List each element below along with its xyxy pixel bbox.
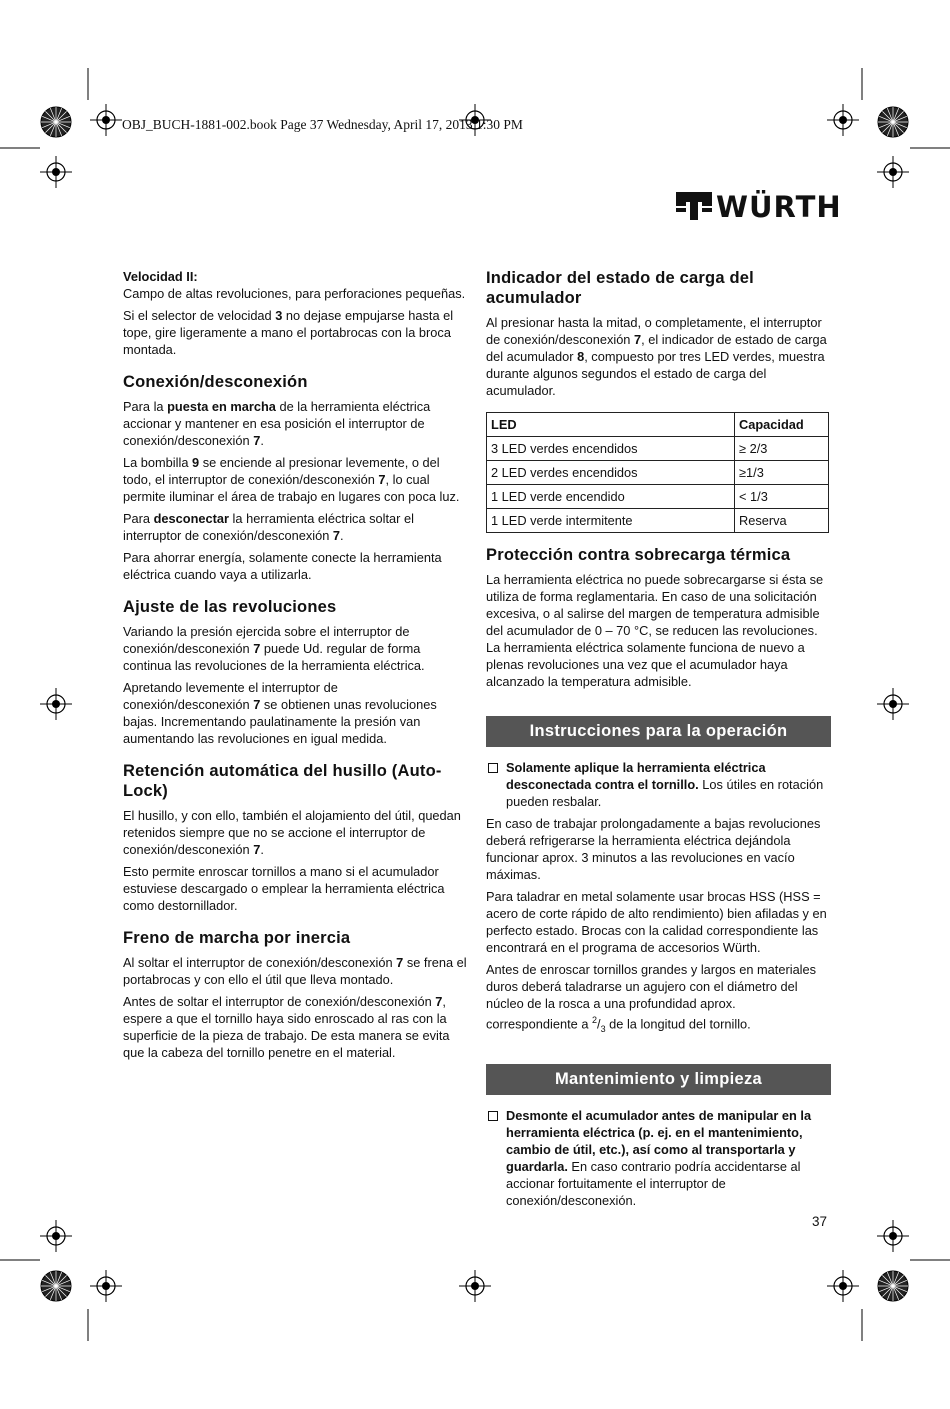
velocidad-text: Campo de altas revoluciones, para perforaciones pequeñas. [123,286,466,301]
ajuste-heading: Ajuste de las revoluciones [123,598,337,616]
proteccion-heading: Protección contra sobrecarga térmica [486,546,791,564]
freno-p2: Antes de soltar el interruptor de conexión/desconexión 7, espere a que el tornillo haya sido enroscado al ras con la superficie de la pieza de trabajo. De esta manera se evita que la cabeza del tornillo penetre en el material. [123,994,450,1060]
brand-name: WÜRTH [716,190,842,224]
table-header-row [487,413,829,437]
table-cell: 1 LED verde encendido [487,485,735,509]
wurth-logo [674,188,842,224]
velocidad-title: Velocidad II: [123,269,198,284]
print-header-line: OBJ_BUCH-1881-002.book Page 37 Wednesday, April 17, 2013 1:30 PM [122,117,523,132]
conexion-p3: Para desconectar la herramienta eléctrica soltar el interruptor de conexión/desconexión 7. [123,511,414,543]
mantenimiento-section-band: Mantenimiento y limpieza [486,1064,831,1095]
left-column [123,268,468,1066]
freno-p1: Al soltar el interruptor de conexión/desconexión 7 se frena el portabrocas y con ello el útil que lleva montado. [123,955,467,987]
table-cell: 2 LED verdes encendidos [487,461,735,485]
indicador-paragraph: Al presionar hasta la mitad, o completamente, el interruptor de conexión/desconexión 7, el indicador de estado de carga del acumulador 8, compuesto por tres LED verdes, muestra durante algunos segundos el estado de carga del acumulador. [486,315,827,398]
conexion-p2: La bombilla 9 se enciende al presionar levemente, o del todo, el interruptor de conexión/desconexión 7, lo cual permite iluminar el área de trabajo en lugares con poca luz. [123,455,460,504]
instrucciones-section-band: Instrucciones para la operación [486,716,831,747]
conexion-heading: Conexión/desconexión [123,373,308,391]
freno-heading: Freno de marcha por inercia [123,929,351,947]
charge-capacity-table [486,412,829,533]
ajuste-p2: Apretando levemente el interruptor de conexión/desconexión 7 se obtienen unas revoluciones bajas. Incrementando paulatinamente la presión van aumentando las revoluciones en igual medida. [123,680,437,746]
right-column [486,268,831,1214]
table-row [487,461,829,485]
conexion-p1: Para la puesta en marcha de la herramienta eléctrica accionar y mantener en esa posición el interruptor de conexión/desconexión 7. [123,399,431,448]
table-cell: ≥1/3 [735,461,829,485]
table-cell: < 1/3 [735,485,829,509]
selector-paragraph: Si el selector de velocidad 3 no dejase empujarse hasta el tope, gire ligeramente a mano el portabrocas con la broca montada. [123,308,454,357]
proteccion-paragraph: La herramienta eléctrica no puede sobrecargarse si ésta se utiliza de forma reglamentaria. En caso de una solicitación excesiva, o al salirse del margen de temperatura admisible del acumulador de 0 – 70 °C, se reducen las revoluciones. La herramienta eléctrica solamente funciona de nuevo a plenas revoluciones una vez que el acumulador haya alcanzado la temperatura admisible. [486,572,824,689]
indicador-heading: Indicador del estado de carga del acumulador [486,269,754,307]
instrucciones-warning-note: Solamente aplique la herramienta eléctrica desconectada contra el tornillo. Los útiles en rotación pueden resbalar. [486,759,831,810]
checkbox-bullet-icon [488,763,498,773]
conexion-p4: Para ahorrar energía, solamente conecte la herramienta eléctrica cuando vaya a utilizarla. [123,550,442,582]
table-header-capacidad: Capacidad [735,413,829,437]
ajuste-p1: Variando la presión ejercida sobre el interruptor de conexión/desconexión 7 puede Ud. regular de forma continua las revoluciones de la herramienta eléctrica. [123,624,425,673]
retencion-p1: El husillo, y con ello, también el alojamiento del útil, quedan retenidos siempre que no se accione el interruptor de conexión/desconexión 7. [123,808,461,857]
table-header-led: LED [487,413,735,437]
mantenimiento-warning-note: Desmonte el acumulador antes de manipular en la herramienta eléctrica (p. ej. en el mantenimiento, cambio de útil, etc.), así como al transportarla y guardarla. En caso contrario podría accidentarse al accionar fortuitamente el interruptor de conexión/desconexión. [486,1107,831,1209]
page-number: 37 [812,1214,828,1229]
retencion-heading: Retención automática del husillo (Auto-Lock) [123,762,442,800]
table-cell: ≥ 2/3 [735,437,829,461]
table-cell: 3 LED verdes encendidos [487,437,735,461]
instrucciones-p2: Para taladrar en metal solamente usar brocas HSS (HSS = acero de corte rápido de alto rendimiento) bien afiladas y en perfecto estado. Brocas con la calidad correspondiente las encontrará en el programa de accesorios Würth. [486,889,827,955]
retencion-p2: Esto permite enroscar tornillos a mano si el acumulador estuviese descargado o emplear la herramienta eléctrica como destornillador. [123,864,445,913]
instrucciones-p1: En caso de trabajar prolongadamente a bajas revoluciones deberá refrigerarse la herramienta eléctrica dejándola funcionar aprox. 3 minutos a las revoluciones en vacío máximas. [486,816,821,882]
table-row [487,509,829,533]
checkbox-bullet-icon [488,1111,498,1121]
table-row [487,437,829,461]
table-cell: 1 LED verde intermitente [487,509,735,533]
table-cell: Reserva [735,509,829,533]
instrucciones-p3: Antes de enroscar tornillos grandes y largos en materiales duros deberá taladrarse un agujero con el diámetro del núcleo de la rosca a una profundidad aprox. correspondiente a $^2/_3$ de la longitud del tornillo. [486,962,817,1034]
table-row [487,485,829,509]
